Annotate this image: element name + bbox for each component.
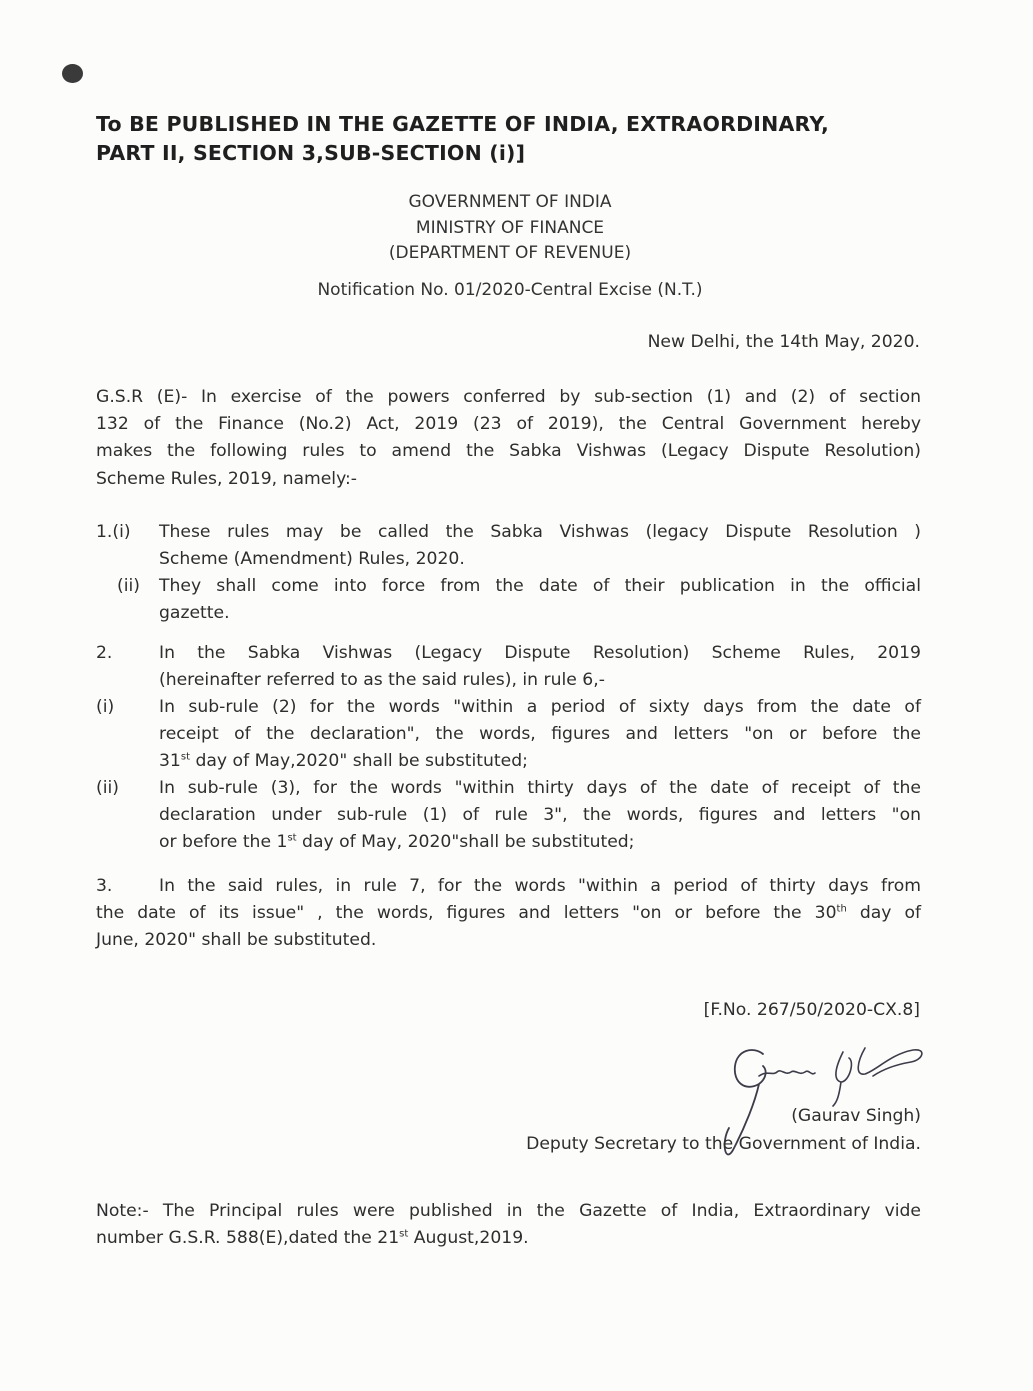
rule-line: In sub-rule (2) for the words "within a period of sixty days from the date of: [159, 697, 921, 717]
rule-2-i-number: (i): [96, 697, 115, 717]
preamble-line: 132 of the Finance (No.2) Act, 2019 (23 of 2019), the Central Government hereby: [96, 414, 921, 435]
rule-2-intro: [159, 640, 921, 694]
department-name: (DEPARTMENT OF REVENUE): [388, 243, 632, 263]
authority-block: [200, 190, 820, 267]
rule-2-i: [159, 694, 921, 776]
rule-line: 3. In the said rules, in rule 7, for the words "within a period of thirty days from: [96, 873, 921, 900]
place-and-date: New Delhi, the 14th May, 2020.: [647, 332, 920, 352]
rule-line: or before the 1st day of May, 2020"shall be substituted;: [159, 832, 635, 853]
rule-line: June, 2020" shall be substituted.: [96, 930, 377, 951]
publication-heading: [96, 110, 926, 168]
note: [96, 1198, 921, 1252]
government-name: GOVERNMENT OF INDIA: [408, 192, 612, 212]
rule-line: gazette.: [159, 603, 230, 624]
preamble-line: G.S.R (E)- In exercise of the powers conferred by sub-section (1) and (2) of section: [96, 387, 921, 407]
rule-line: receipt of the declaration", the words, figures and letters "on or before the: [159, 724, 921, 745]
heading-line-1: To BE PUBLISHED IN THE GAZETTE OF INDIA, EXTRAORDINARY,: [96, 112, 830, 136]
rule-line: They shall come into force from the date of their publication in the official: [159, 576, 921, 596]
rule-line: declaration under sub-rule (1) of rule 3", the words, figures and letters "on: [159, 805, 921, 826]
rule-3-number: 3.: [96, 876, 113, 896]
preamble-line: Scheme Rules, 2019, namely:-: [96, 468, 358, 489]
note-line: number G.S.R. 588(E),dated the 21st August,2019.: [96, 1228, 529, 1249]
rule-1-ii: [159, 573, 921, 627]
note-line: Note:- The Principal rules were published in the Gazette of India, Extraordinary vide: [96, 1201, 921, 1221]
heading-line-2: PART II, SECTION 3,SUB-SECTION (i)]: [96, 141, 526, 165]
rule-3: [96, 873, 921, 955]
notification-number: Notification No. 01/2020-Central Excise (N.T.): [317, 280, 703, 300]
rule-line: 31st day of May,2020" shall be substituted;: [159, 751, 528, 772]
rule-line: In the Sabka Vishwas (Legacy Dispute Resolution) Scheme Rules, 2019: [159, 643, 921, 663]
punch-hole-mark: [62, 64, 83, 83]
rule-2-ii: [159, 775, 921, 857]
rule-2-number: 2.: [96, 643, 113, 663]
rule-1-ii-number: (ii): [117, 576, 140, 596]
signatory-designation: Deputy Secretary to the Government of India.: [526, 1134, 921, 1154]
ministry-name: MINISTRY OF FINANCE: [415, 217, 605, 238]
rule-line: (hereinafter referred to as the said rules), in rule 6,-: [159, 670, 605, 691]
rule-line: Scheme (Amendment) Rules, 2020.: [159, 549, 465, 570]
rule-1-i: [159, 519, 921, 573]
rule-line: In sub-rule (3), for the words "within thirty days of the date of receipt of the: [159, 778, 921, 798]
rule-2-ii-number: (ii): [96, 778, 119, 798]
file-number: [F.No. 267/50/2020-CX.8]: [703, 1000, 920, 1020]
preamble: [96, 384, 921, 493]
rule-1-number: 1.(i): [96, 522, 131, 542]
rule-line: These rules may be called the Sabka Vishwas (legacy Dispute Resolution ): [159, 522, 921, 542]
preamble-line: makes the following rules to amend the Sabka Vishwas (Legacy Dispute Resolution): [96, 441, 921, 462]
rule-line: the date of its issue" , the words, figures and letters "on or before the 30th day of: [96, 903, 922, 924]
signatory-name: (Gaurav Singh): [791, 1106, 921, 1126]
